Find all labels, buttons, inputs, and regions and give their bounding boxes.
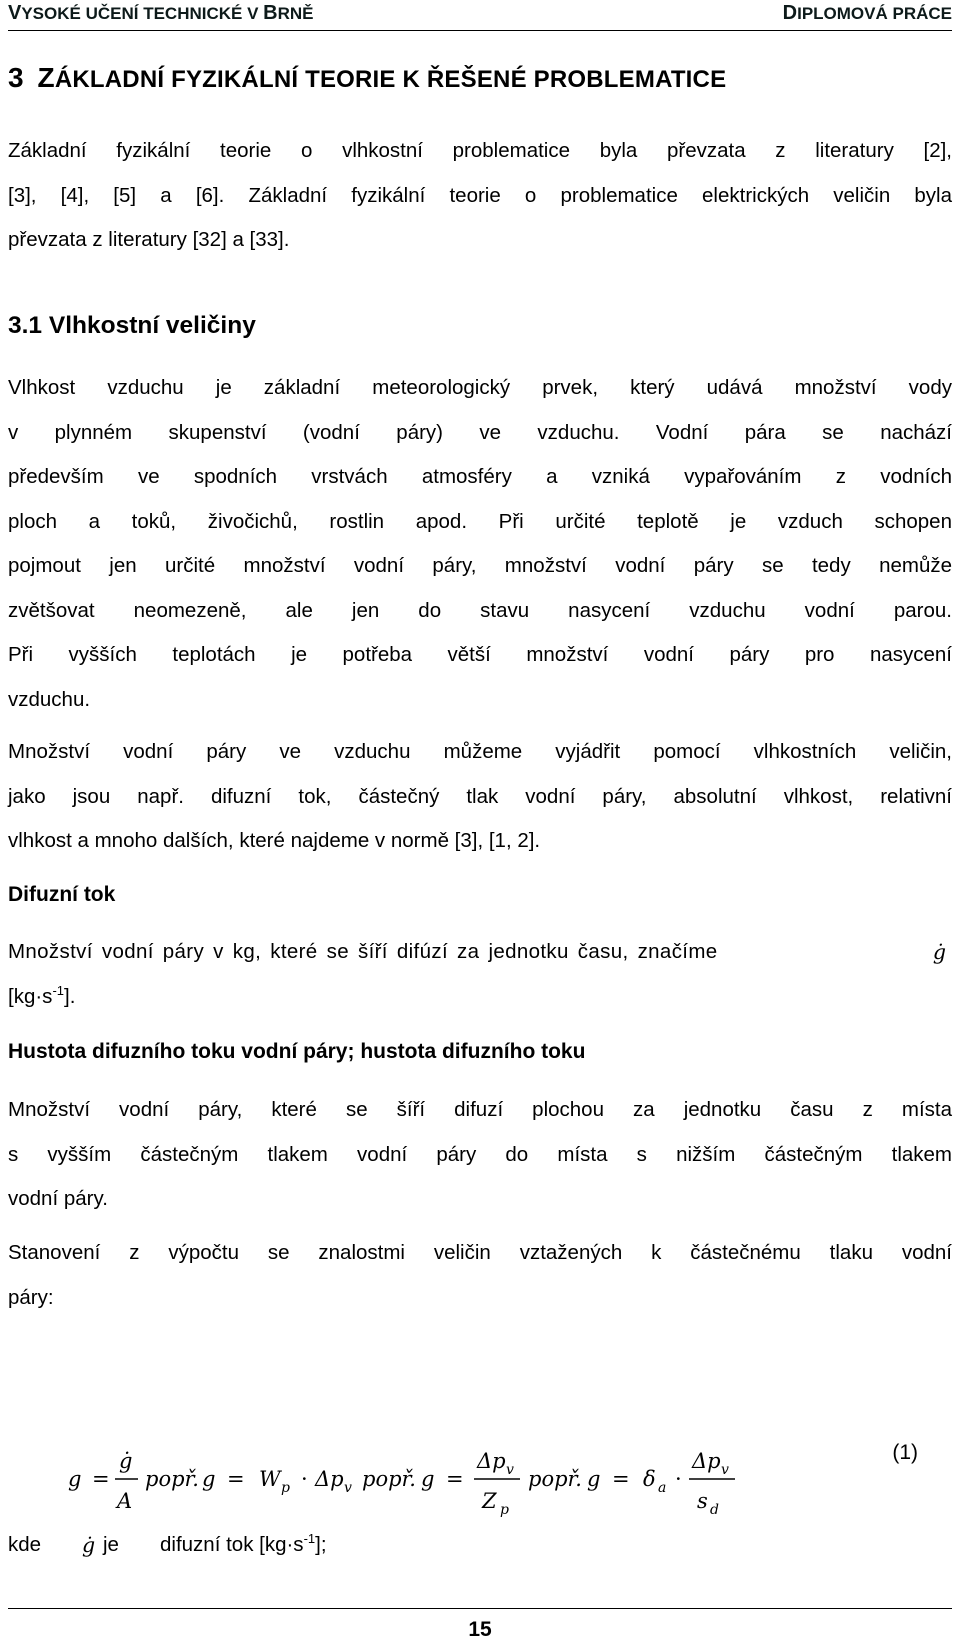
eq-dot: · (675, 1467, 682, 1491)
quantities-paragraph (8, 730, 952, 864)
equation-1 (0, 1410, 960, 1520)
text-line: vzduchu. (8, 687, 91, 711)
eq-sub-p: p (500, 1502, 509, 1518)
where-kde: kde (8, 1533, 42, 1556)
text-line: pojmout jen určité množství vodní páry, množství vodní páry se tedy nemůže (8, 554, 952, 577)
text-line (8, 930, 952, 975)
section-heading: 3.1 Vlhkostní veličiny (8, 312, 256, 339)
eq-sub-a: a (658, 1480, 667, 1496)
where-gdot-symbol: ġ (82, 1533, 96, 1557)
eq-g: g (202, 1467, 216, 1491)
eq-dp: Δp (692, 1449, 721, 1473)
eq-equals: = (227, 1467, 245, 1491)
difuzni-tok-paragraph (8, 930, 952, 1019)
page-number: 15 (468, 1618, 492, 1641)
eq-A: A (117, 1489, 133, 1513)
header-university: VYSOKÉ UČENÍ TECHNICKÉ V BRNĚ (8, 2, 314, 24)
text-line: Základní fyzikální teorie o vlhkostní problematice byla převzata z literatury [2], (8, 139, 952, 162)
text-line: jako jsou např. difuzní tok, částečný tlak vodní páry, absolutní vlhkost, relativní (8, 784, 952, 808)
running-header (8, 0, 952, 28)
text-line: v plynném skupenství (vodní páry) ve vzduchu. Vodní pára se nachází (8, 420, 952, 444)
text-line: převzata z literatury [32] a [33]. (8, 228, 290, 251)
gdot-symbol: ġ (932, 940, 946, 964)
eq-sub-p: p (281, 1480, 290, 1496)
eq-popr: popř. (528, 1467, 582, 1491)
text-line: vlhkost a mnoho dalších, které najdeme v normě [3], [1, 2]. (8, 829, 541, 852)
eq-gdot: ġ (119, 1449, 133, 1473)
eq-sub-v: v (344, 1480, 352, 1496)
eq-popr: popř. (145, 1467, 199, 1491)
eq-Z: Z (482, 1489, 497, 1513)
stanoveni-paragraph (8, 1231, 952, 1320)
eq-delta: δ (643, 1467, 656, 1491)
humidity-paragraph (8, 366, 952, 722)
eq-g: g (587, 1467, 601, 1491)
eq-W: W (259, 1467, 281, 1491)
header-rule (8, 30, 952, 31)
text-line: $[kg\cdot s^{-1}]$. (8, 982, 76, 1008)
eq-dp: Δp (315, 1467, 344, 1491)
text-line: [3], [4], [5] a [6]. Základní fyzikální teorie o problematice elektrických veličin byla (8, 183, 952, 207)
eq-equals: = (92, 1467, 110, 1491)
equation-number: (1) (892, 1441, 918, 1464)
text-line: páry: (8, 1285, 54, 1309)
eq-dot: · (301, 1467, 308, 1491)
eq-sub-v: v (506, 1462, 514, 1478)
eq-dp: Δp (477, 1449, 506, 1473)
eq-sub-d: d (710, 1502, 719, 1518)
eq-equals: = (612, 1467, 630, 1491)
text-line: Množství vodní páry ve vzduchu můžeme vyjádřit pomocí vlhkostních veličin, (8, 740, 952, 763)
difuzni-tok-text: Množství vodní páry v kg, které se šíří difúzí za jednotku času, značíme (8, 940, 718, 963)
text-line: Při vyšších teplotách je potřeba větší množství vodní páry pro nasycení (8, 643, 952, 666)
text-line: Vlhkost vzduchu je základní meteorologický prvek, který udává množství vody (8, 376, 952, 399)
intro-paragraph (8, 129, 952, 263)
eq-sub-v: v (721, 1462, 729, 1478)
footer-rule (8, 1608, 952, 1609)
where-je: je (103, 1533, 119, 1556)
eq-g: g (68, 1467, 82, 1491)
text-line: zvětšovat neomezeně, ale jen do stavu nasycení vzduchu vodní parou. (8, 598, 952, 622)
where-description: difuzní tok $[kg\cdot s^{-1}]$; (160, 1531, 327, 1556)
eq-g: g (421, 1467, 435, 1491)
text-line: s vyšším částečným tlakem vodní páry do místa s nižším částečným tlakem (8, 1142, 952, 1166)
text-line: Stanovení z výpočtu se znalostmi veličin vztažených k částečnému tlaku vodní (8, 1241, 952, 1264)
eq-popr: popř. (362, 1467, 416, 1491)
hustota-heading: Hustota difuzního toku vodní páry; hustota difuzního toku (8, 1040, 586, 1063)
hustota-paragraph (8, 1088, 952, 1222)
text-line: především ve spodních vrstvách atmosféry a vzniká vypařováním z vodních (8, 465, 952, 488)
difuzni-tok-heading: Difuzní tok (8, 883, 116, 906)
chapter-heading: 3 ZÁKLADNÍ FYZIKÁLNÍ TEORIE K ŘEŠENÉ PROBLEMATICE (8, 62, 727, 93)
text-line: vodní páry. (8, 1187, 108, 1210)
text-line: ploch a toků, živočichů, rostlin apod. Při určité teplotě je vzduch schopen (8, 509, 952, 533)
text-line: Množství vodní páry, které se šíří difuzí plochou za jednotku času z místa (8, 1098, 952, 1121)
header-thesis-type: DIPLOMOVÁ PRÁCE (782, 2, 952, 24)
eq-equals: = (446, 1467, 464, 1491)
eq-s: s (697, 1489, 708, 1513)
